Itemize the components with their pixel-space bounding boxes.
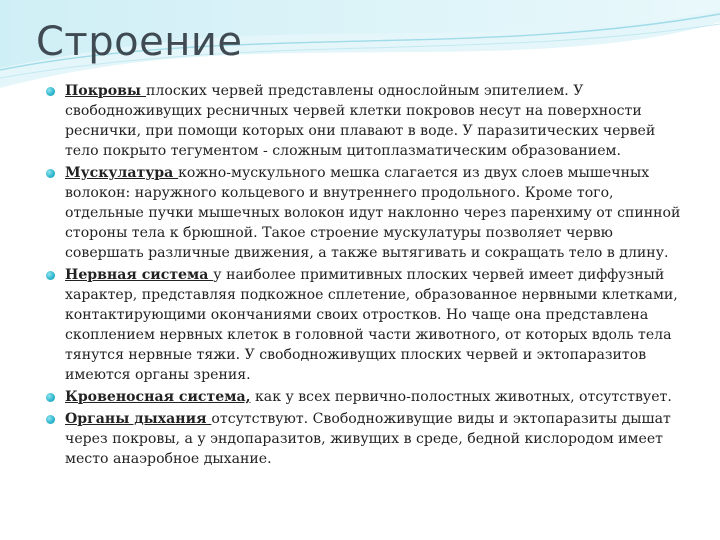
slide-title: Строение <box>36 19 243 65</box>
bullet-nervous-system <box>46 265 686 386</box>
bullet-musculature <box>46 163 686 263</box>
bullet-text: отсутствуют. Свободноживущие виды и эктопаразиты дышат через покровы, а у эндопаразитов, живущих в среде, бедной кислородом имеет место анаэробное дыхание. <box>65 410 671 467</box>
bullet-text: плоских червей представлены однослойным эпителием. У свободноживущих ресничных червей клетки покровов несут на поверхности реснички, при помощи которых они плавают в воде. У паразитических червей тело покрыто тегументом - сложным цитоплазматическим образованием. <box>65 83 656 160</box>
bullet-text: кожно-мускульного мешка слагается из двух слоев мышечных волокон: наружного кольцевого и внутреннего продольного. Кроме того, отдельные пучки мышечных волокон идут наклонно через паренхиму от спинной стороны тела к брюшной. Такое строение мускулатуры позволяет червю совершать различные движения, а также вытягивать и сокращать тело в длину. <box>65 164 681 262</box>
term-integument: Покровы <box>65 83 146 99</box>
bullet-text: как у всех первично-полостных животных, отсутствует. <box>250 388 672 405</box>
circle-bullet-icon <box>46 415 55 424</box>
term-musculature: Мускулатура <box>65 164 179 181</box>
term-respiratory-organs: Органы дыхания <box>65 410 212 427</box>
bullet-respiratory-organs <box>46 409 686 469</box>
circle-bullet-icon <box>46 271 55 280</box>
bullet-text: у наиболее примитивных плоских червей имеет диффузный характер, представляя подкожное сплетение, образованное нервными клетками, контактирующими окончаниями своих отростков. Но чаще она представлена скоплением нервных клеток в головной части животного, от которых вдоль тела тянутся нервные тяжи. У свободноживущих плоских червей и эктопаразитов имеются органы зрения. <box>65 266 678 384</box>
bullet-integument <box>46 81 686 161</box>
circle-bullet-icon <box>46 87 55 96</box>
bullet-circulatory-system <box>46 387 686 407</box>
circle-bullet-icon <box>46 169 55 178</box>
bullet-list <box>46 81 686 470</box>
term-nervous-system: Нервная система <box>65 266 214 283</box>
term-circulatory-system: Кровеносная система, <box>65 388 251 405</box>
circle-bullet-icon <box>46 393 55 402</box>
